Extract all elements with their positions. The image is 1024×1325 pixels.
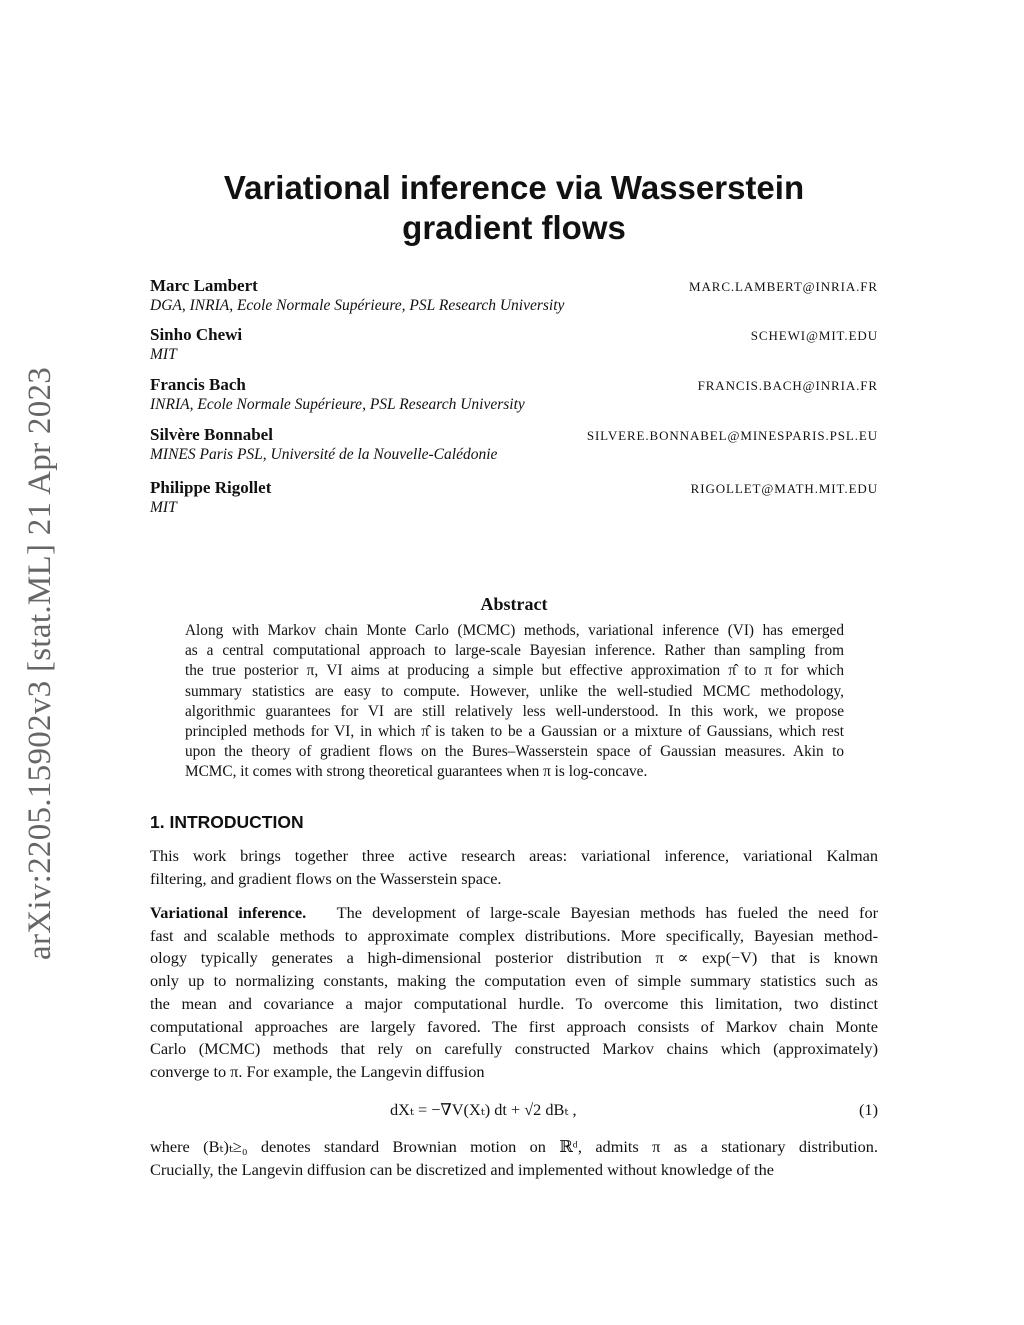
author-email: FRANCIS.BACH@INRIA.FR — [697, 378, 878, 393]
author-name: Francis Bach — [150, 375, 246, 394]
author-email: SCHEWI@MIT.EDU — [750, 328, 878, 343]
author-name: Marc Lambert — [150, 276, 258, 295]
abstract-line: principled methods for VI, in which π̂ is taken to be a Gaussian or a mixture of Gaussians, which rest — [185, 723, 844, 741]
author-email: RIGOLLET@MATH.MIT.EDU — [690, 481, 878, 496]
paragraph-line: the mean and covariance a major computational hurdle. To overcome this limitation, two distinct — [150, 993, 878, 1013]
author-affiliation: MINES Paris PSL, Université de la Nouvelle-Calédonie — [150, 446, 498, 463]
paragraph-line: computational approaches are largely favored. The first approach consists of Markov chain Monte — [150, 1016, 878, 1036]
abstract-heading: Abstract — [480, 594, 548, 614]
author-affiliation: DGA, INRIA, Ecole Normale Supérieure, PSL Research University — [150, 297, 565, 314]
author-email: MARC.LAMBERT@INRIA.FR — [689, 279, 878, 294]
paper-title — [150, 168, 878, 248]
paragraph-run-in-heading: Variational inference. — [150, 903, 307, 922]
after-equation-paragraph — [150, 1136, 878, 1181]
arxiv-identifier: arXiv:2205.15902v3 [stat.ML] 21 Apr 2023 — [22, 366, 58, 960]
title-line-2: gradient flows — [402, 209, 626, 246]
author-affiliation: INRIA, Ecole Normale Supérieure, PSL Research University — [150, 396, 525, 413]
paragraph-line: converge to π. For example, the Langevin diffusion — [150, 1061, 485, 1081]
paragraph-line: filtering, and gradient flows on the Wasserstein space. — [150, 868, 502, 888]
author-name: Silvère Bonnabel — [150, 425, 273, 444]
abstract-line: as a central computational approach to large-scale Bayesian inference. Rather than sampling from — [185, 642, 844, 660]
paragraph-text: The development of large-scale Bayesian methods has fueled the need for — [336, 903, 879, 922]
abstract-line: upon the theory of gradient flows on the Bures–Wasserstein space of Gaussian measures. Akin to — [185, 743, 844, 761]
paragraph-line: where (Bₜ)ₜ≥₀ denotes standard Brownian motion on ℝᵈ, admits π as a stationary distribution. — [150, 1137, 878, 1156]
paragraph-line: fast and scalable methods to approximate complex distributions. More specifically, Bayesian method- — [150, 925, 878, 945]
abstract-line: Along with Markov chain Monte Carlo (MCMC) methods, variational inference (VI) has emerged — [185, 622, 844, 639]
author-block — [150, 375, 878, 415]
intro-paragraph — [150, 845, 878, 890]
author-block — [150, 478, 878, 518]
equation-number: (1) — [859, 1100, 878, 1119]
abstract-body — [185, 621, 844, 783]
author-block — [150, 425, 878, 465]
paragraph-line: ology typically generates a high-dimensional posterior distribution π ∝ exp(−V) that is known — [150, 948, 878, 968]
paragraph-line: This work brings together three active research areas: variational inference, variational Kalman — [150, 846, 878, 865]
abstract-line: MCMC, it comes with strong theoretical guarantees when π is log-concave. — [185, 763, 648, 781]
abstract-line: the true posterior π, VI aims at producing a simple but effective approximation π̂ to π for which — [185, 662, 844, 680]
paragraph-line: Carlo (MCMC) methods that rely on carefully constructed Markov chains which (approximately) — [150, 1039, 878, 1059]
abstract-line: summary statistics are easy to compute. However, unlike the well-studied MCMC methodology, — [185, 682, 844, 700]
vi-paragraph — [150, 902, 878, 1084]
author-name: Philippe Rigollet — [150, 478, 272, 497]
paragraph-line — [150, 902, 878, 925]
section-heading: 1. INTRODUCTION — [150, 812, 304, 832]
abstract-line: algorithmic guarantees for VI are still relatively less well-understood. In this work, we propose — [185, 702, 844, 720]
equation-1 — [150, 1097, 878, 1123]
author-block — [150, 276, 878, 316]
paragraph-line: only up to normalizing constants, making the computation even of simple summary statistics such as — [150, 971, 878, 991]
author-affiliation: MIT — [150, 499, 177, 516]
author-email: SILVERE.BONNABEL@MINESPARIS.PSL.EU — [586, 428, 878, 443]
title-line-1: Variational inference via Wasserstein — [223, 169, 805, 206]
author-block — [150, 325, 878, 365]
author-name: Sinho Chewi — [150, 325, 243, 344]
author-affiliation: MIT — [150, 346, 177, 363]
paragraph-line: Crucially, the Langevin diffusion can be discretized and implemented without knowledge of the — [150, 1159, 774, 1179]
equation-expression: dXₜ = −∇V(Xₜ) dt + √2 dBₜ , — [390, 1100, 577, 1119]
